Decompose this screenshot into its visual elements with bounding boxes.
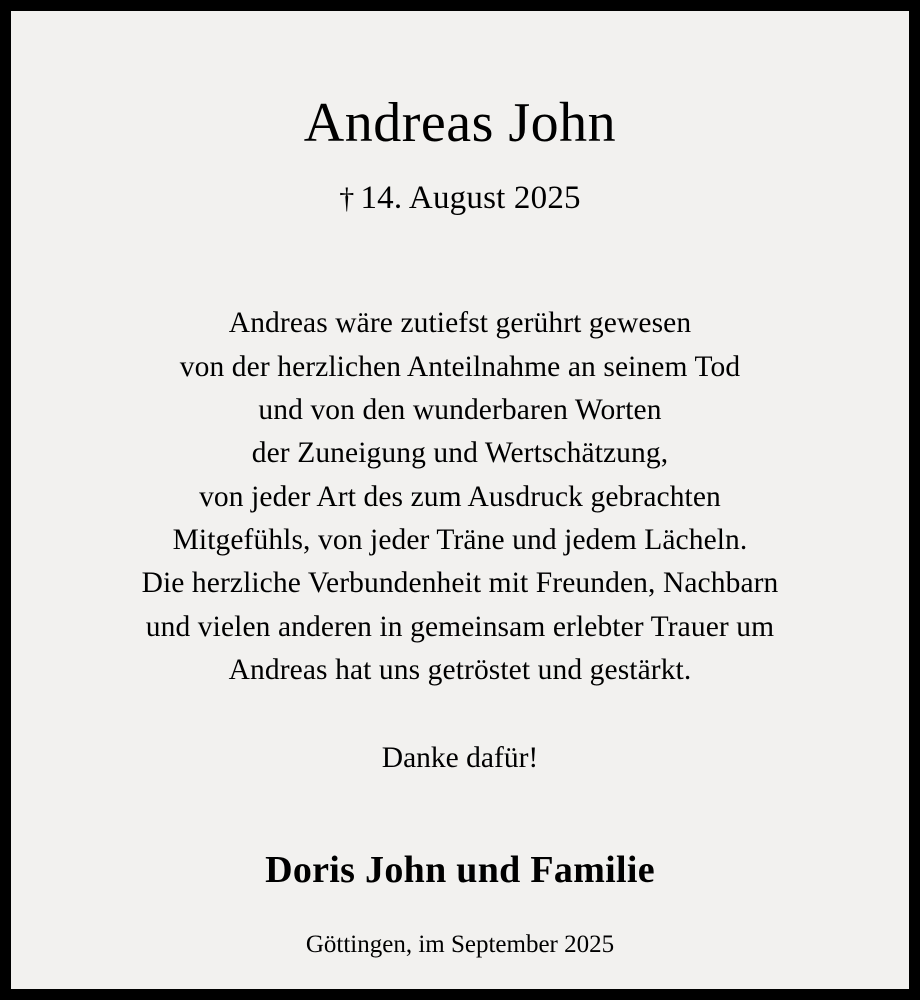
memorial-text-line: Mitgefühls, von jeder Träne und jedem Lächeln.	[172, 523, 748, 556]
memorial-text-line: Die herzliche Verbundenheit mit Freunden, Nachbarn	[141, 567, 779, 600]
thanks-line: Danke dafür!	[381, 742, 539, 775]
memorial-text	[142, 302, 779, 692]
deceased-name: Andreas John	[303, 92, 617, 154]
cross-icon: †	[339, 181, 355, 215]
memorial-text-line: der Zuneigung und Wertschätzung,	[251, 437, 669, 470]
memorial-text-line: und von den wunderbaren Worten	[258, 393, 662, 426]
death-date: 14. August 2025	[360, 179, 581, 216]
memorial-text-line: Andreas wäre zutiefst gerührt gewesen	[228, 307, 692, 340]
family-signature: Doris John und Familie	[265, 848, 655, 891]
memorial-text-line: von der herzlichen Anteilnahme an seinem Tod	[179, 350, 741, 383]
memorial-text-line: Andreas hat uns getröstet und gestärkt.	[228, 654, 692, 687]
place-and-date: Göttingen, im September 2025	[305, 931, 615, 959]
memorial-text-line: von jeder Art des zum Ausdruck gebrachten	[199, 480, 721, 513]
memorial-text-line: und vielen anderen in gemeinsam erlebter Trauer um	[145, 610, 775, 643]
death-date-line	[339, 179, 580, 219]
